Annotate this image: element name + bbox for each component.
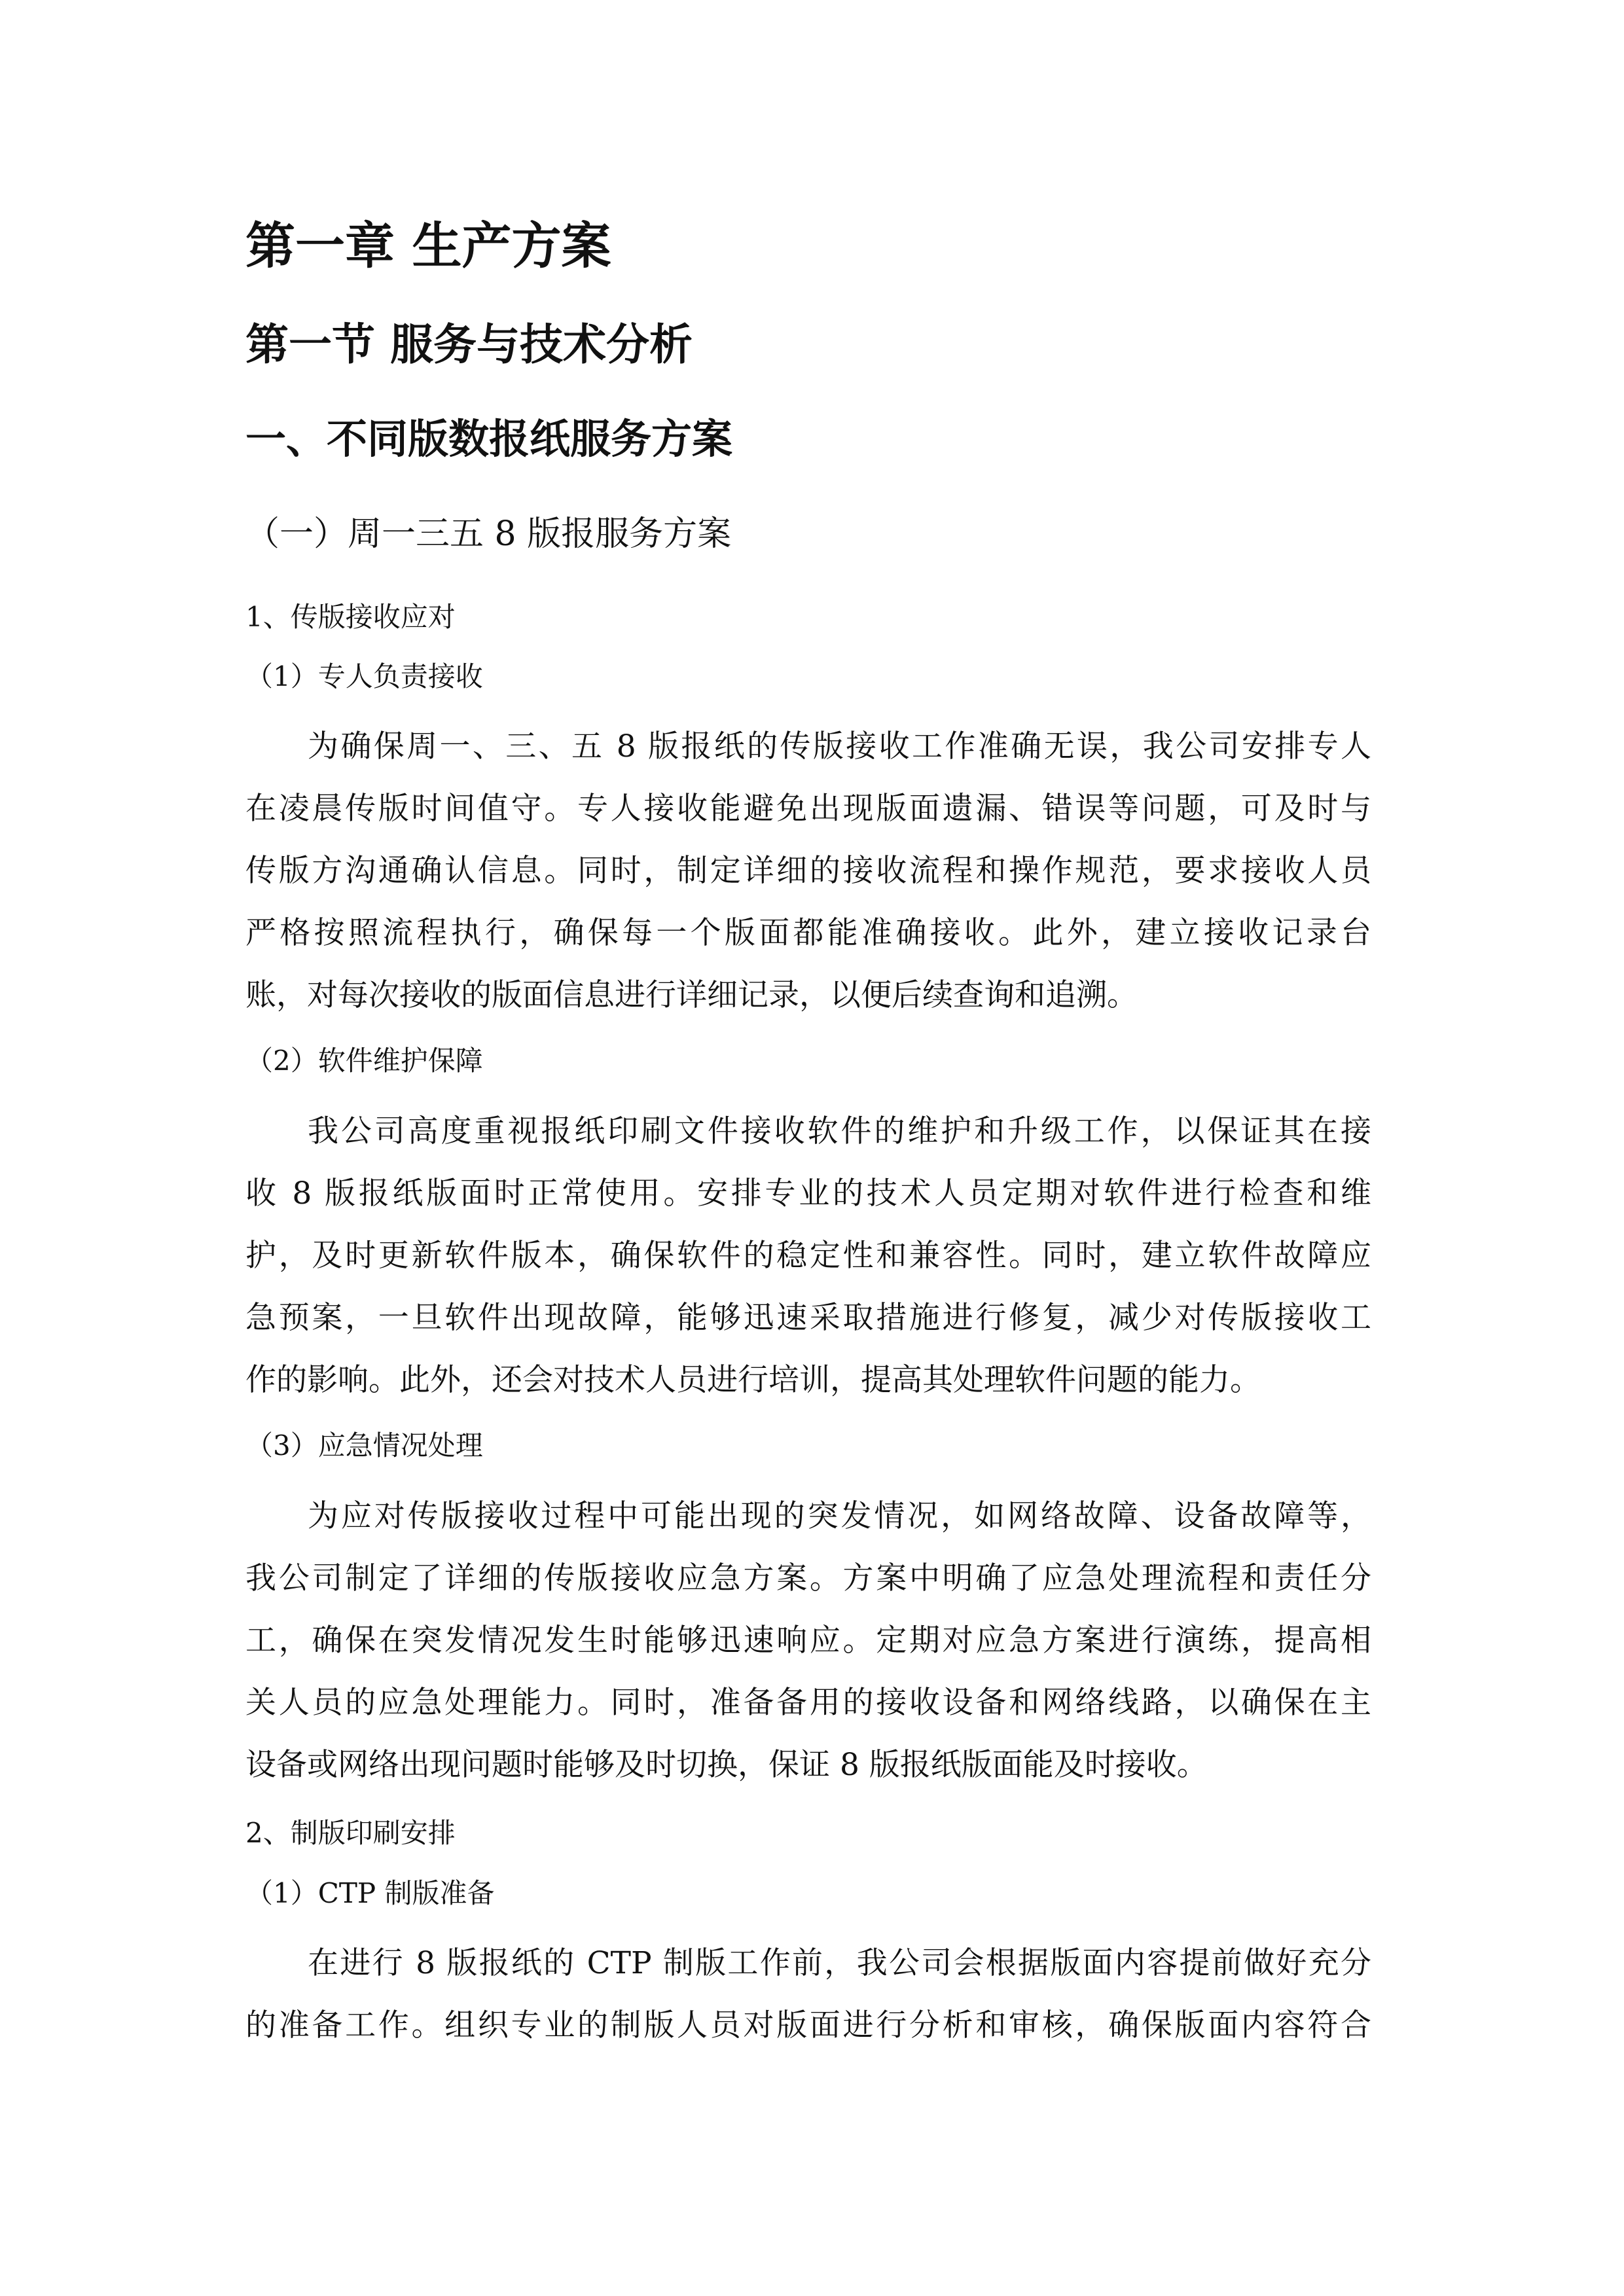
heading-plate-printing: 2、制版印刷安排 [245, 1817, 456, 1849]
chapter-title: 第一章 生产方案 [245, 217, 611, 275]
subsection-title: 一、不同版数报纸服务方案 [245, 415, 733, 463]
heading-emergency-handling: （3）应急情况处理 [245, 1429, 483, 1462]
heading-ctp-preparation: （1）CTP 制版准备 [245, 1877, 495, 1909]
paragraph-4-line-1: 在进行 8 版报纸的 CTP 制版工作前，我公司会根据版面内容提前做好充分 [308, 1945, 1371, 1981]
paragraph-1-line-4: 严格按照流程执行，确保每一个版面都能准确接收。此外，建立接收记录台 [245, 915, 1371, 951]
heading-software-maintenance: （2）软件维护保障 [245, 1045, 483, 1077]
subsubsection-title: （一）周一三五 8 版报服务方案 [245, 514, 732, 554]
paragraph-2-line-3: 护，及时更新软件版本，确保软件的稳定性和兼容性。同时，建立软件故障应 [245, 1238, 1371, 1274]
paragraph-3-line-4: 关人员的应急处理能力。同时，准备备用的接收设备和网络线路，以确保在主 [245, 1685, 1371, 1721]
paragraph-1-line-5: 账，对每次接收的版面信息进行详细记录，以便后续查询和追溯。 [245, 977, 1138, 1013]
paragraph-1-line-1: 为确保周一、三、五 8 版报纸的传版接收工作准确无误，我公司安排专人 [308, 728, 1371, 764]
heading-dedicated-receiving: （1）专人负责接收 [245, 660, 483, 692]
paragraph-1-line-2: 在凌晨传版时间值守。专人接收能避免出现版面遗漏、错误等问题，可及时与 [245, 791, 1371, 827]
paragraph-2-line-4: 急预案，一旦软件出现故障，能够迅速采取措施进行修复，减少对传版接收工 [245, 1300, 1371, 1336]
paragraph-2-line-2: 收 8 版报纸版面时正常使用。安排专业的技术人员定期对软件进行检查和维 [245, 1175, 1371, 1211]
paragraph-3-line-1: 为应对传版接收过程中可能出现的突发情况，如网络故障、设备故障等， [308, 1498, 1371, 1534]
section-title: 第一节 服务与技术分析 [245, 319, 693, 370]
paragraph-2-line-5: 作的影响。此外，还会对技术人员进行培训，提高其处理软件问题的能力。 [245, 1362, 1261, 1398]
paragraph-1-line-3: 传版方沟通确认信息。同时，制定详细的接收流程和操作规范，要求接收人员 [245, 853, 1371, 889]
paragraph-3-line-2: 我公司制定了详细的传版接收应急方案。方案中明确了应急处理流程和责任分 [245, 1560, 1371, 1596]
paragraph-4-line-2: 的准备工作。组织专业的制版人员对版面进行分析和审核，确保版面内容符合 [245, 2007, 1371, 2043]
heading-transfer-receiving: 1、传版接收应对 [245, 601, 456, 633]
paragraph-3-line-5: 设备或网络出现问题时能够及时切换，保证 8 版报纸版面能及时接收。 [245, 1747, 1208, 1783]
paragraph-3-line-3: 工，确保在突发情况发生时能够迅速响应。定期对应急方案进行演练，提高相 [245, 1623, 1371, 1659]
paragraph-2-line-1: 我公司高度重视报纸印刷文件接收软件的维护和升级工作，以保证其在接 [308, 1113, 1371, 1149]
